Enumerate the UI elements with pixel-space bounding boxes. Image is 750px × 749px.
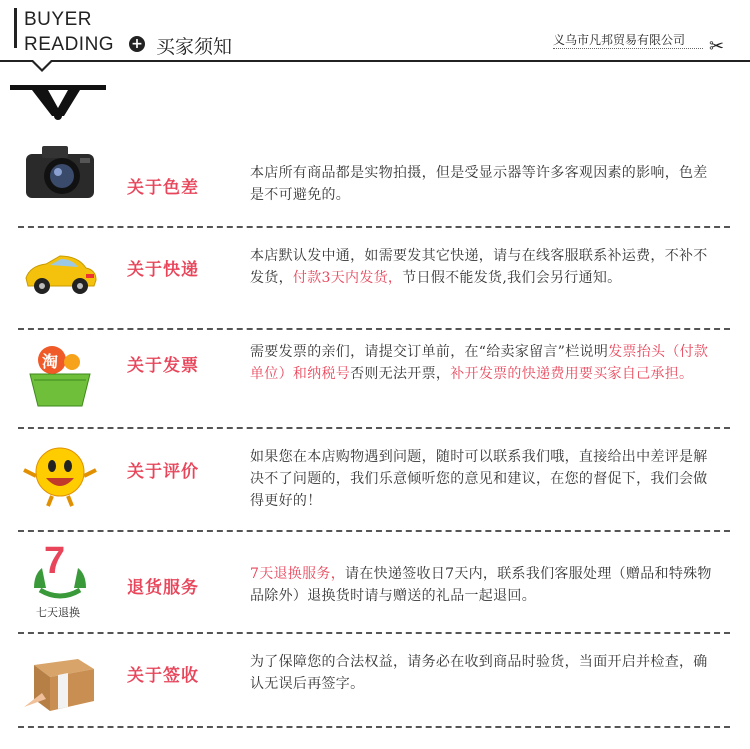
seven-number: 7 <box>44 540 66 582</box>
scissor-icon: ✂ <box>709 36 725 57</box>
header-notch-inner <box>33 60 51 69</box>
section-title: 关于快递 <box>127 260 199 280</box>
svg-text:淘: 淘 <box>42 352 59 371</box>
text-segment: 否则无法开票， <box>350 366 451 382</box>
text-segment: 节日假不能发货,我们会另行通知。 <box>402 270 622 286</box>
header-buyer-label: BUYER <box>24 9 92 30</box>
divider <box>18 427 730 429</box>
decorative-y-icon <box>10 80 106 120</box>
car-icon <box>20 238 100 308</box>
section-title: 关于签收 <box>127 666 199 686</box>
text-highlight: 付款3天内发货， <box>292 270 403 286</box>
plus-icon: + <box>129 36 145 52</box>
section-text <box>250 245 720 289</box>
section-text <box>250 563 720 607</box>
section-text: 如果您在本店购物遇到问题，随时可以联系我们哦，直接给出中差评是解决不了问题的，我们乐意倾听您的意见和建议，在您的督促下，我们会做得更好的！ <box>250 449 708 509</box>
header-left-bar <box>14 8 17 48</box>
text-segment: 本店默认发中通，如需要发其它快递，请与在线客服联系补运费，不补不发货， <box>250 248 708 286</box>
company-name: 义乌市凡邦贸易有限公司 <box>553 33 686 47</box>
divider <box>18 226 730 228</box>
icon-caption: 七天退换 <box>36 606 80 619</box>
divider <box>18 328 730 330</box>
divider <box>18 632 730 634</box>
page-title: 买家须知 <box>156 36 233 58</box>
camera-icon <box>20 140 100 210</box>
section-title: 退货服务 <box>127 578 199 598</box>
header-divider <box>0 60 750 62</box>
text-highlight: 补开发票的快递费用要买家自己承担。 <box>450 366 694 382</box>
dotted-cut-line <box>553 48 703 49</box>
header <box>0 0 750 110</box>
header-reading-label: READING <box>24 34 115 55</box>
text-segment: 请在快递签收日7天内，联系我们客服处理（赠品和特殊物品除外）退换货时请与赠送的礼品一起退回。 <box>250 566 712 604</box>
divider <box>18 726 730 728</box>
text-highlight: 7天退换服务， <box>250 566 346 582</box>
divider <box>18 530 730 532</box>
section-title: 关于评价 <box>127 462 199 482</box>
smiley-icon <box>20 440 100 510</box>
section-text: 为了保障您的合法权益，请务必在收到商品时验货，当面开启并检查，确认无误后再签字。 <box>250 654 708 692</box>
section-text: 本店所有商品都是实物拍摄，但是受显示器等许多客观因素的影响，色差是不可避免的。 <box>250 165 708 203</box>
invoice-basket-icon <box>20 340 100 410</box>
parcel-box-icon <box>20 645 100 715</box>
section-text <box>250 341 720 385</box>
section-title: 关于色差 <box>127 178 199 198</box>
section-title: 关于发票 <box>127 356 199 376</box>
text-highlight: 发票抬头（付款单位）和纳税号 <box>250 344 709 382</box>
text-segment: 需要发票的亲们，请提交订单前，在“给卖家留言”栏说明 <box>250 344 609 360</box>
